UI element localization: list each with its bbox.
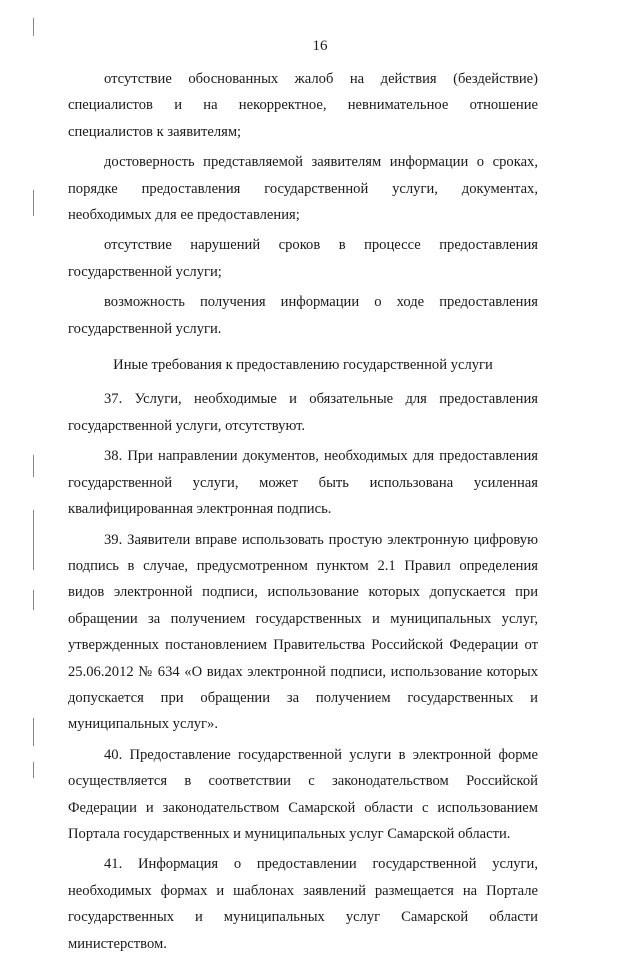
paragraph: 39. Заявители вправе использовать простую электронную цифровую подпись в случае, предусмотренном пунктом 2.1 Правил определения видов электронной подписи, использование которых допускается при обращении за получением государственных и муниципальных услуг, утвержденных постановлением Правительства Российской Федерации от 25.06.2012 № 634 «О видах электронной подписи, использование которых допускается при обращении за получением государственных и муниципальных услуг». [68,531,538,733]
scan-margin-mark [33,190,34,216]
scan-margin-mark [33,510,34,570]
scan-margin-mark [33,718,34,746]
paragraph: отсутствие нарушений сроков в процессе предоставления государственной услуги; [68,237,538,280]
paragraph: достоверность представляемой заявителям информации о сроках, порядке предоставления государственной услуги, документах, необходимых для ее предоставления; [68,154,538,224]
scan-margin-mark [33,762,34,778]
scan-margin-mark [33,455,34,477]
paragraph: возможность получения информации о ходе предоставления государственной услуги. [68,294,538,337]
scan-margin-mark [33,590,34,610]
scan-margin-mark [33,18,34,36]
paragraph: 37. Услуги, необходимые и обязательные для предоставления государственной услуги, отсутствуют. [68,391,538,434]
page-number: 16 [312,38,328,54]
paragraph: 38. При направлении документов, необходимых для предоставления государственной услуги, может быть использована усиленная квалифицированная электронная подпись. [68,448,538,518]
paragraph: отсутствие обоснованных жалоб на действия (бездействие) специалистов и на некорректное, невнимательное отношение специалистов к заявителям; [68,71,538,140]
paragraph: 41. Информация о предоставлении государственной услуги, необходимых формах и шаблонах заявлений размещается на Портале государственных и муниципальных услуг Самарской области министерством. [68,856,538,952]
paragraph: 40. Предоставление государственной услуги в электронной форме осуществляется в соответствии с законодательством Российской Федерации и законодательством Самарской области с использованием Портала государственных и муниципальных услуг Самарской области. [68,746,538,842]
section-heading: Иные требования к предоставлению государственной услуги [113,357,493,374]
document-body [68,66,538,961]
